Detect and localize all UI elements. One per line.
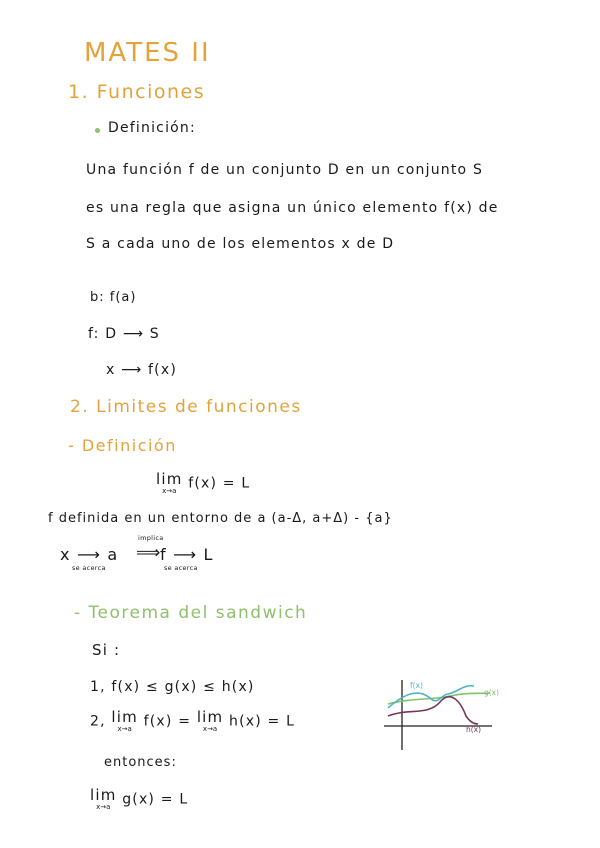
- sketch-label-f: f(x): [410, 681, 423, 690]
- implication-arrow-note: implica: [138, 534, 164, 542]
- sketch-label-h: h(x): [466, 725, 482, 734]
- limit-operator: [111, 710, 138, 733]
- bullet-icon: [95, 128, 100, 133]
- section-heading-funciones: 1. Funciones: [68, 81, 206, 103]
- definition-line-1: Una función f de un conjunto D en un conjunto S: [86, 162, 484, 178]
- entonces-label: entonces:: [104, 755, 177, 770]
- condition-2-expr-2: h(x) = L: [229, 713, 296, 730]
- condition-si: Si :: [92, 641, 121, 659]
- notation-element: x ⟶ f(x): [106, 362, 177, 378]
- conclusion-expr: g(x) = L: [122, 791, 189, 808]
- implication-row: [60, 531, 230, 575]
- condition-2: [90, 710, 295, 733]
- limit-subscript: x→a: [162, 487, 177, 495]
- limit-word: lim: [111, 708, 138, 726]
- limit-operator: [197, 710, 224, 733]
- implication-left: x ⟶ a: [60, 545, 119, 564]
- notation-b: b: f(a): [90, 290, 137, 305]
- sandwich-conclusion: [90, 788, 188, 811]
- section-heading-limites: 2. Limites de funciones: [70, 397, 302, 417]
- definition-line-2: es una regla que asigna un único elemento f(x) de: [86, 200, 499, 216]
- definition-line-3: S a cada uno de los elementos x de D: [86, 236, 395, 252]
- limit-subscript: x→a: [96, 803, 111, 811]
- page-title: MATES II: [84, 38, 211, 68]
- sketch-label-g: g(x): [484, 688, 500, 697]
- condition-2-expr-1: f(x) =: [143, 713, 192, 730]
- limit-operator: [90, 788, 117, 811]
- implication-right-note: se acerca: [164, 564, 198, 572]
- subheading-definicion-limite: - Definición: [68, 436, 177, 455]
- implication-right: f ⟶ L: [160, 545, 214, 564]
- implication-left-note: se acerca: [72, 564, 106, 572]
- limit-word: lim: [90, 786, 117, 804]
- domain-line: f definida en un entorno de a (a-Δ, a+Δ) - {a}: [48, 511, 393, 526]
- notation-mapping: f: D ⟶ S: [88, 326, 160, 342]
- limit-word: lim: [196, 708, 224, 726]
- subheading-definicion: Definición:: [108, 120, 196, 136]
- condition-1: 1, f(x) ≤ g(x) ≤ h(x): [90, 679, 255, 695]
- limit-word: lim: [156, 470, 183, 488]
- limit-subscript: x→a: [117, 725, 132, 733]
- implication-arrow: ⟹: [136, 543, 162, 563]
- heading-sandwich: - Teorema del sandwich: [74, 603, 308, 623]
- sandwich-sketch: [380, 672, 520, 754]
- limit-definition: [156, 472, 250, 495]
- limit-operator: [156, 472, 183, 495]
- limit-subscript: x→a: [202, 725, 218, 733]
- condition-2-prefix: 2,: [90, 713, 106, 730]
- limit-expression: f(x) = L: [188, 475, 251, 492]
